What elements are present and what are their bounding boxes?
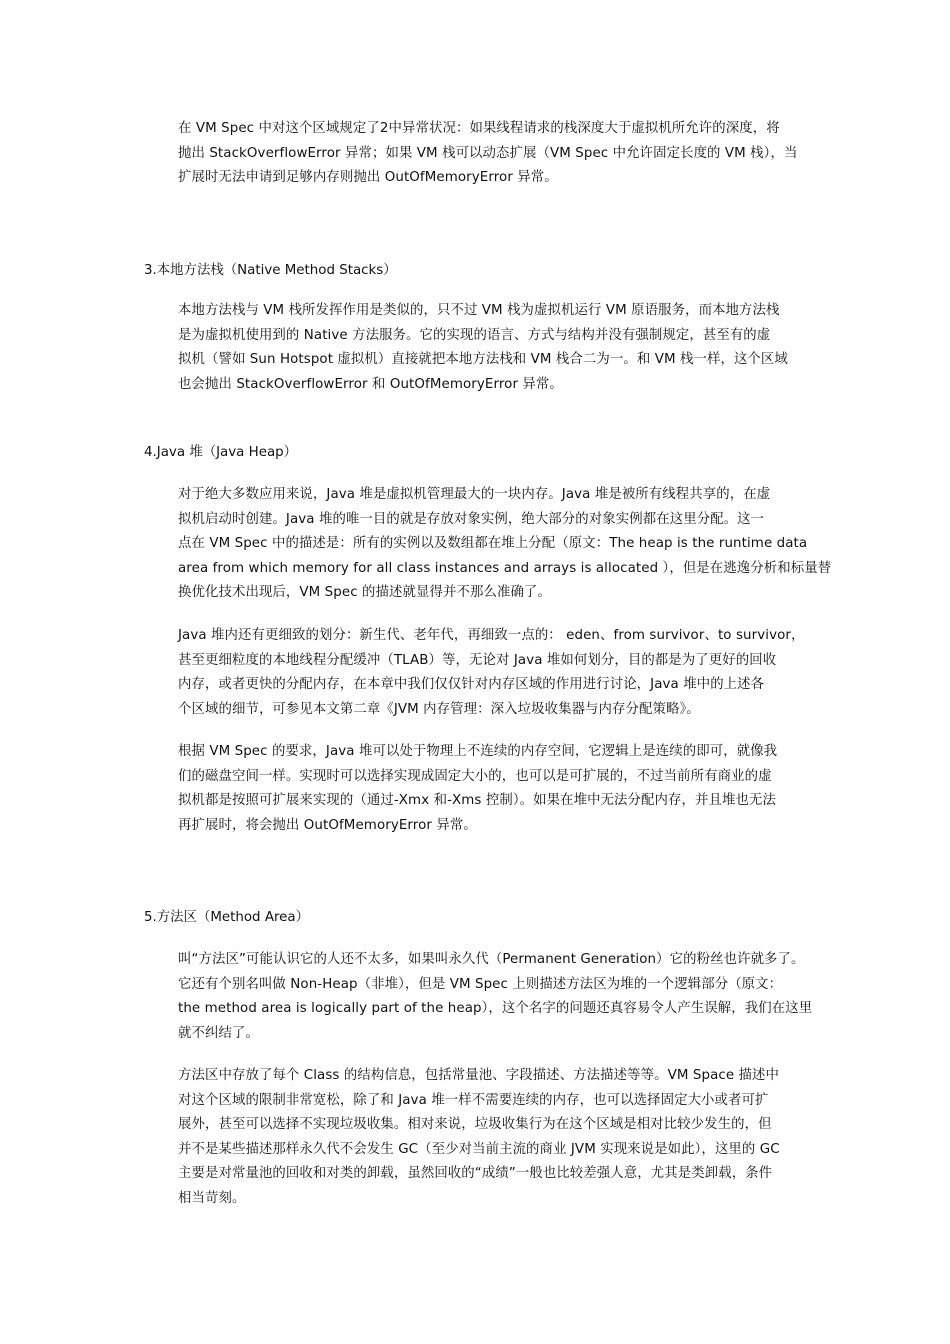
text-line: 拟机（譬如 Sun Hotspot 虚拟机）直接就把本地方法栈和 VM 栈合二为一。和 VM 栈一样，这个区域 xyxy=(178,352,788,368)
text-line: 个区域的细节，可参见本文第二章《JVM 内存管理：深入垃圾收集器与内存分配策略》。 xyxy=(178,701,700,717)
section-heading-method-area: 5.方法区（Method Area） xyxy=(144,910,310,925)
text-line: 拟机都是按照可扩展来实现的（通过-Xmx 和-Xms 控制）。如果在堆中无法分配内存，并且堆也无法 xyxy=(178,793,776,809)
java-heap-paragraph-3 xyxy=(178,740,812,838)
text-line: 它还有个别名叫做 Non-Heap（非堆），但是 VM Spec 上则描述方法区为堆的一个逻辑部分（原文： xyxy=(178,976,783,992)
text-line: 抛出 StackOverflowError 异常；如果 VM 栈可以动态扩展（VM Spec 中允许固定长度的 VM 栈），当 xyxy=(178,145,798,161)
text-line: 在 VM Spec 中对这个区域规定了2中异常状况：如果线程请求的栈深度大于虚拟机所允许的深度，将 xyxy=(178,121,780,136)
text-line: 点在 VM Spec 中的描述是：所有的实例以及数组都在堆上分配（原文：The heap is the runtime data xyxy=(178,536,808,552)
text-line: 展外，甚至可以选择不实现垃圾收集。相对来说，垃圾收集行为在这个区域是相对比较少发生的，但 xyxy=(178,1117,772,1133)
method-area-paragraph-1 xyxy=(178,948,812,1046)
text-line: Java 堆内还有更细致的划分：新生代、老年代，再细致一点的： eden、from survivor、to survivor， xyxy=(178,628,805,643)
native-method-stacks-paragraph xyxy=(178,299,812,397)
text-line: 主要是对常量池的回收和对类的卸载，虽然回收的“成绩”一般也比较差强人意，尤其是类卸载，条件 xyxy=(178,1166,773,1182)
text-line: 相当苛刻。 xyxy=(178,1190,246,1206)
text-line: 也会抛出 StackOverflowError 和 OutOfMemoryError 异常。 xyxy=(178,376,563,392)
text-line: 就不纠结了。 xyxy=(178,1025,259,1041)
text-line: 方法区中存放了每个 Class 的结构信息，包括常量池、字段描述、方法描述等等。VM Space 描述中 xyxy=(178,1068,780,1083)
text-line: 对于绝大多数应用来说，Java 堆是虚拟机管理最大的一块内存。Java 堆是被所有线程共享的，在虚 xyxy=(178,487,771,502)
text-line: 根据 VM Spec 的要求，Java 堆可以处于物理上不连续的内存空间，它逻辑上是连续的即可，就像我 xyxy=(178,744,778,759)
text-line: 对这个区域的限制非常宽松，除了和 Java 堆一样不需要连续的内存，也可以选择固定大小或者可扩 xyxy=(178,1092,769,1108)
text-line: 甚至更细粒度的本地线程分配缓冲（TLAB）等，无论对 Java 堆如何划分，目的都是为了更好的回收 xyxy=(178,652,777,668)
text-line: 叫“方法区”可能认识它的人还不太多，如果叫永久代（Permanent Generation）它的粉丝也许就多了。 xyxy=(178,952,805,967)
intro-paragraph xyxy=(178,117,812,191)
text-line: area from which memory for all class instances and arrays is allocated ），但是在逃逸分析和标量替 xyxy=(178,560,832,576)
java-heap-paragraph-1 xyxy=(178,483,832,606)
text-line: 内存，或者更快的分配内存，在本章中我们仅仅针对内存区域的作用进行讨论，Java 堆中的上述各 xyxy=(178,677,765,693)
text-line: 们的磁盘空间一样。实现时可以选择实现成固定大小的，也可以是可扩展的，不过当前所有商业的虚 xyxy=(178,768,772,784)
text-line: 拟机启动时创建。Java 堆的唯一目的就是存放对象实例，绝大部分的对象实例都在这里分配。这一 xyxy=(178,511,765,527)
text-line: 是为虚拟机使用到的 Native 方法服务。它的实现的语言、方式与结构并没有强制规定，甚至有的虚 xyxy=(178,327,771,343)
java-heap-paragraph-2 xyxy=(178,624,812,722)
section-heading-java-heap: 4.Java 堆（Java Heap） xyxy=(144,445,298,460)
text-line: 再扩展时，将会抛出 OutOfMemoryError 异常。 xyxy=(178,817,477,833)
text-line: the method area is logically part of the heap），这个名字的问题还真容易令人产生误解，我们在这里 xyxy=(178,1001,813,1017)
method-area-paragraph-2 xyxy=(178,1064,812,1212)
text-line: 换优化技术出现后，VM Spec 的描述就显得并不那么准确了。 xyxy=(178,585,551,601)
section-heading-native-method-stacks: 3.本地方法栈（Native Method Stacks） xyxy=(144,263,397,278)
text-line: 本地方法栈与 VM 栈所发挥作用是类似的，只不过 VM 栈为虚拟机运行 VM 原语服务，而本地方法栈 xyxy=(178,303,780,318)
text-line: 并不是某些描述那样永久代不会发生 GC（至少对当前主流的商业 JVM 实现来说是如此），这里的 GC xyxy=(178,1141,780,1157)
text-line: 扩展时无法申请到足够内存则抛出 OutOfMemoryError 异常。 xyxy=(178,170,558,186)
